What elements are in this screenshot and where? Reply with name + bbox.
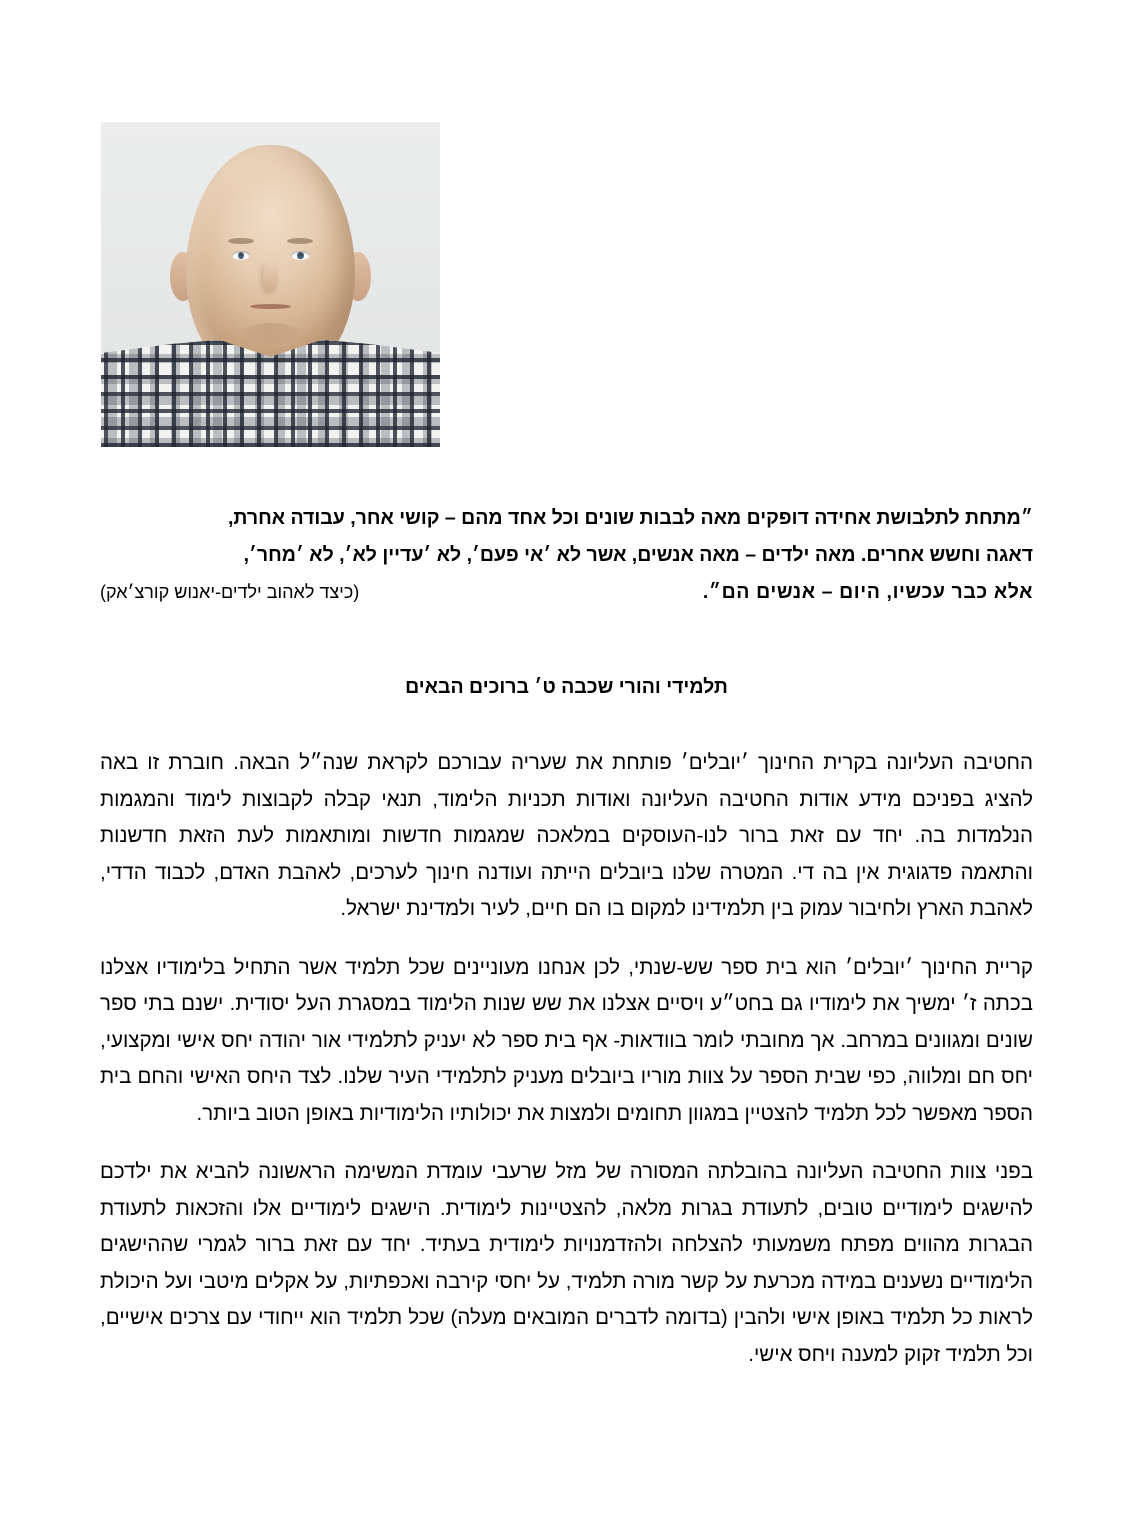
paragraph-3: בפני צוות החטיבה העליונה בהובלתה המסורה של מזל שרעבי עומדת המשימה הראשונה להביא את ילדכם להישגים לימודיים טובים, לתעודת בגרות מלאה, להצטיינות לימודית. הישגים לימודיים אלו והזכאות לתעודת הבגרות מהווים מפתח משמעותי להצלחה ולהזדמנויות לימודית בעתיד. יחד עם זאת ברור לגמרי שההישגים הלימודיים נשענים במידה מכרעת על קשר מורה תלמיד, על יחסי קירבה ואכפתיות, על אקלים מיטבי ועל היכולת לראות כל תלמיד באופן אישי ולהבין (בדומה לדברים המובאים מעלה) שכל תלמיד הוא ייחודי עם צרכים אישיים, וכל תלמיד זקוק למענה ויחס אישי. — [100, 1160, 1033, 1366]
photo-eye-right — [291, 251, 310, 259]
photo-pupil-left — [238, 252, 244, 260]
photo-mouth — [250, 304, 291, 310]
quote-attribution: (כיצד לאהוב ילדים-יאנוש קורצ׳אק) — [100, 582, 360, 602]
paragraph-1: החטיבה העליונה בקרית החינוך ׳יובלים׳ פותחת את שעריה עבורכם לקראת שנה״ל הבאה. חוברת זו באה להציג בפניכם מידע אודות החטיבה העליונה ואודות תכניות הלימוד, תנאי קבלה לקבוצות לימוד והמגמות הנלמדות בה. יחד עם זאת ברור לנו-העוסקים במלאכה שמגמות חדשות ומותאמות לעת הזאת חדשנות והתאמה פדגוגית אין בה די. המטרה שלנו ביובלים הייתה ועודנה חינוך לערכים, לאהבת האדם, לכבוד הדדי, לאהבת הארץ ולחיבור עמוק בין תלמידינו למקום בו הם חיים, לעיר ולמדינת ישראל. — [100, 751, 1033, 920]
photo-pupil-right — [297, 252, 303, 260]
body-text — [100, 745, 1033, 1373]
photo-chin-shadow — [242, 323, 300, 344]
quote-line-1: ״מתחת לתלבושת אחידה דופקים מאה לבבות שונים וכל אחד מהם – קושי אחר, עבודה אחרת, — [228, 507, 1033, 529]
quote-line-2: דאגה וחשש אחרים. מאה ילדים – מאה אנשים, אשר לא ׳אי פעם׳, לא ׳עדיין לא׳, לא ׳מחר׳, — [243, 544, 1033, 566]
page-title: תלמידי והורי שכבה ט׳ ברוכים הבאים — [405, 676, 728, 698]
photo-brow-left — [228, 238, 253, 244]
epigraph-quote — [100, 500, 1033, 611]
quote-line-3-bold: אלא כבר עכשיו, היום – אנשים הם״. — [702, 581, 1033, 603]
photo-brow-right — [287, 238, 312, 244]
paragraph-2: קריית החינוך ׳יובלים׳ הוא בית ספר שש-שנתי, לכן אנחנו מעוניינים שכל תלמיד אשר התחיל בלימודיו אצלנו בכתה ז׳ ימשיך את לימודיו גם בחט״ע ויסיים אצלנו את שש שנות הלימוד במסגרת העל יסודית. ישנם בתי ספר שונים ומגוונים במרחב. אך מחובתי לומר בוודאות- אף בית ספר לא יעניק לתלמידי אור יהודה יחס אישי ומקצועי, יחס חם ומלווה, כפי שבית הספר על צוות מוריו ביובלים מעניק לתלמידי העיר שלנו. לצד היחס האישי והחם בית הספר מאפשר לכל תלמיד להצטיין במגוון תחומים ולמצות את יכולותיו הלימודיות באופן הטוב ביותר. — [100, 955, 1033, 1125]
photo-canvas — [101, 122, 440, 447]
quote-line-3 — [100, 574, 1033, 611]
photo-eye-left — [232, 251, 251, 259]
photo-nose — [263, 262, 278, 292]
portrait-photo — [101, 122, 440, 447]
